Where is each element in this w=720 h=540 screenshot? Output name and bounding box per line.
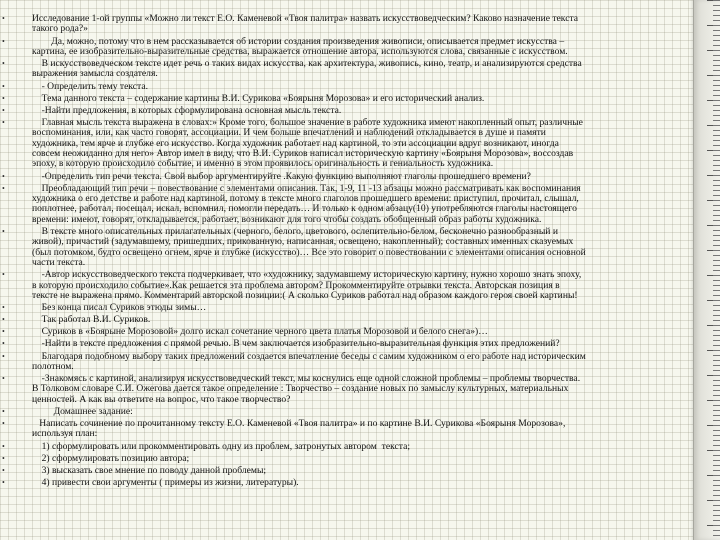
bullet-icon: •	[2, 36, 5, 46]
paragraph-text: Исследование 1-ой группы «Можно ли текст Е.О. Каменевой «Твоя палитра» назвать искусствоведческим? Каково назначение текста такого рода?»	[32, 13, 581, 35]
bullet-icon: •	[2, 105, 5, 115]
list-item	[2, 419, 587, 440]
bullet-icon: •	[2, 14, 5, 23]
bullet-icon: •	[2, 453, 5, 463]
list-item	[2, 172, 587, 182]
list-item	[2, 407, 587, 417]
bullet-icon: •	[2, 93, 5, 103]
document-body	[2, 14, 587, 490]
bullet-icon: •	[2, 441, 5, 451]
list-item	[2, 303, 587, 313]
paragraph-text: Домашнее задание:	[32, 405, 133, 417]
paragraph-text: Благодаря подобному выбору таких предложений создается впечатление беседы с самим художником о его работе над историческим полотном.	[32, 350, 589, 372]
bullet-icon: •	[2, 351, 5, 361]
list-item	[2, 478, 587, 488]
bullet-icon: •	[2, 327, 5, 337]
bullet-icon: •	[2, 59, 5, 68]
bullet-icon: •	[2, 465, 5, 475]
paragraph-text: - Определить тему текста.	[32, 80, 149, 92]
paragraph-list	[2, 14, 587, 488]
list-item	[2, 14, 587, 35]
paragraph-text: -Определить тип речи текста. Свой выбор аргументируйте .Какую функцию выполняют глаголы прошедшего времени?	[32, 170, 531, 182]
list-item	[2, 352, 587, 373]
bullet-icon: •	[2, 171, 5, 181]
bullet-icon: •	[2, 477, 5, 487]
bullet-icon: •	[2, 374, 5, 383]
paragraph-text: Главная мысль текста выражена в словах:» Кроме того, большое значение в работе художника имеют накопленный опыт, различные воспоминания, или, как часто говорят, ассоциации. И чем больше впечатлений и наблюдений откладывается в душе и памяти художника, тем ярче и глубже его искусство. Когда художник работает над картиной, то эти ассоциации вдруг возникают, иногда совсем неожиданно для него» Автор имел в виду, что В.И. Суриков написал историческую картину «Боярыня Морозова», воссоздав эпоху, в которую происходило событие, и именно в этом проявилось оригинальность и гениальность художника.	[32, 116, 586, 170]
list-item	[2, 466, 587, 476]
paragraph-text: В искусствоведческом тексте идет речь о таких видах искусства, как архитектура, живопись, кино, театр, и анализируются средства выражения замысла создателя.	[32, 58, 585, 80]
paragraph-text: 2) сформулировать позицию автора;	[32, 452, 190, 464]
bullet-icon: •	[2, 339, 5, 349]
paragraph-text: Преобладающий тип речи – повествование с элементами описания. Так, 1-9, 11 -13 абзацы можно рассматривать как воспоминания художника о его детстве и работе над картиной, потому в тексте много глаголов прошедшего времени: приступил, прочитал, слышал, поплотнее, работал, посещал, искал, вспомнил, помогли передать… И только к одном абзацу(10) употребляются глаголы настоящего времени: имеют, говорят, откладывается, работает, возникают для того чтобы создать обобщенный образ работы художника.	[32, 182, 584, 225]
paragraph-text: -Найти в тексте предложения с прямой речью. В чем заключается изобразительно-выразительная функция этих предложений?	[32, 338, 560, 350]
list-item	[2, 442, 587, 452]
bullet-icon: •	[2, 419, 5, 428]
bullet-icon: •	[2, 117, 5, 127]
bullet-icon: •	[2, 270, 5, 280]
ruler-shadow	[690, 0, 694, 540]
bullet-icon: •	[2, 406, 5, 416]
paragraph-text: Написать сочинение по прочитанному тексту Е.О. Каменевой «Твоя палитра» и по картине В.И. Сурикова «Боярыня Морозова», используя план:	[32, 418, 568, 440]
list-item	[2, 327, 587, 337]
paragraph-text: 3) высказать свое мнение по поводу данной проблемы;	[32, 464, 267, 476]
list-item	[2, 118, 587, 170]
paragraph-text: Тема данного текста – содержание картины В.И. Сурикова «Боярыня Морозова» и его исторический анализ.	[32, 92, 485, 104]
list-item	[2, 339, 587, 349]
list-item	[2, 37, 587, 58]
paragraph-text: 4) привести свои аргументы ( примеры из жизни, литературы).	[32, 476, 299, 488]
paragraph-text: В тексте много описательных прилагательных (черного, белого, цветового, ослепительно-белом, бесконечно разнообразный и живой), причастий (задумавшему, пришедших, прикованную, написанная, освещено, накопленный); составных именных сказуемых (был потомком, будто освещено огнем, ярче и глубже (искусство)… Все это говорит о повествовании с элементами описания основной части текста.	[32, 225, 589, 269]
bullet-icon: •	[2, 303, 5, 313]
list-item	[2, 82, 587, 92]
list-item	[2, 59, 587, 80]
paragraph-text: Без конца писал Суриков этюды зимы…	[32, 302, 207, 314]
list-item	[2, 270, 587, 301]
paragraph-text: 1) сформулировать или прокомментировать одну из проблем, затронутых автором текста;	[32, 440, 411, 452]
list-item	[2, 184, 587, 226]
list-item	[2, 454, 587, 464]
list-item	[2, 315, 587, 325]
list-item	[2, 94, 587, 104]
bullet-icon: •	[2, 226, 5, 236]
paragraph-text: -Автор искусствоведческого текста подчеркивает, что «художнику, задумавшему историческую картину, нужно хорошо знать эпоху, в которую происходило событие».Как решается эта проблема автором? Прокомментируйте отрывки текста. Авторская позиция в тексте не выражена прямо. Комментарий авторской позиции:( А сколько Суриков работал над образом каждого героя своей картины!	[32, 269, 584, 302]
ruler-decoration	[693, 0, 720, 540]
paragraph-text: -Знакомясь с картиной, анализируя искусствоведческий текст, мы коснулись еще одной сложной проблемы – проблемы творчества. В Толковом словаре С.И. Ожегова дается такое определение : Творчество – создание новых по замыслу культурных, материальных ценностей. А как вы ответите на вопрос, что такое творчество?	[32, 373, 583, 405]
bullet-icon: •	[2, 315, 5, 325]
list-item	[2, 227, 587, 269]
list-item	[2, 374, 587, 405]
paragraph-text: -Найти предложения, в которых сформулирована основная мысль текста.	[32, 104, 342, 116]
paragraph-text: Да, можно, потому что в нем рассказывается об истории создания произведения живописи, описывается предмет искусства – картина, ее изобразительно-выразительные средства, выражается отношение автора, используются слова, связанные с искусством.	[32, 35, 568, 57]
paragraph-text: Так работал В.И. Суриков.	[32, 314, 151, 326]
list-item	[2, 106, 587, 116]
bullet-icon: •	[2, 81, 5, 91]
bullet-icon: •	[2, 183, 5, 193]
paragraph-text: Суриков в «Боярыне Морозовой» долго искал сочетание черного цвета платья Морозовой и белого снега»)…	[32, 326, 488, 338]
